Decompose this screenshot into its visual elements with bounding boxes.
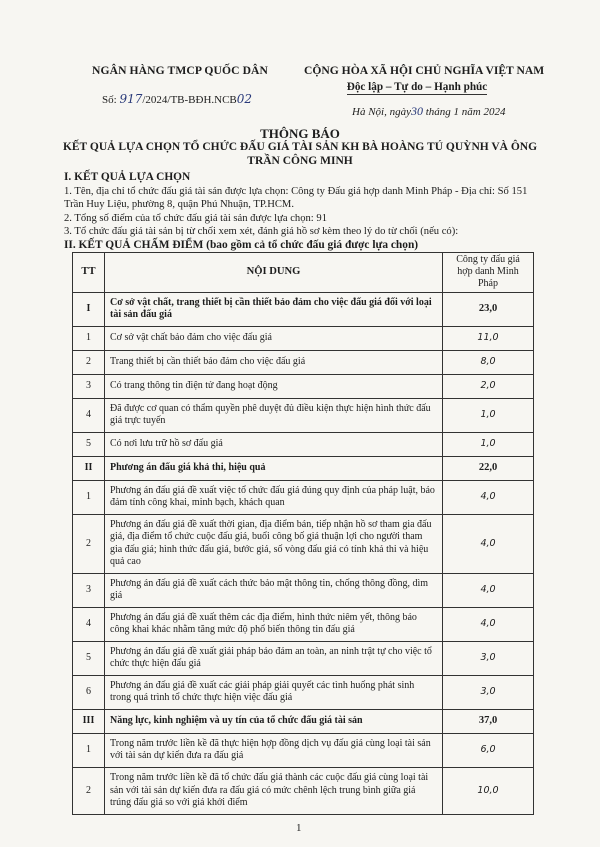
row-score: 3,0 — [443, 641, 534, 675]
row-score: 4,0 — [443, 514, 534, 573]
header-tt: TT — [73, 253, 105, 293]
row-number: 5 — [73, 641, 105, 675]
document-number — [102, 92, 252, 106]
row-content: Trong năm trước liền kề đã tổ chức đấu giá thành các cuộc đấu giá cùng loại tài sản với tài sản dự kiến đưa ra đấu giá có mức chênh lệch trung bình giữa giá trúng đấu giá so với giá khởi điểm — [105, 767, 443, 814]
table-row — [73, 514, 534, 573]
row-number: II — [73, 456, 105, 480]
row-number: 5 — [73, 432, 105, 456]
row-number: 4 — [73, 607, 105, 641]
row-content: Trong năm trước liền kề đã thực hiện hợp đồng dịch vụ đấu giá cùng loại tài sản với tài sản dự kiến đưa ra đấu giá — [105, 733, 443, 767]
row-score: 1,0 — [443, 432, 534, 456]
row-score: 4,0 — [443, 480, 534, 514]
date-suffix: tháng 1 năm 2024 — [422, 106, 506, 118]
table-header-row — [73, 253, 534, 293]
table-row — [73, 641, 534, 675]
row-number: 1 — [73, 326, 105, 350]
row-content: Cơ sở vật chất bảo đảm cho việc đấu giá — [105, 326, 443, 350]
section-1-line-3: 3. Tổ chức đấu giá tài sản bị từ chối xem xét, đánh giá hồ sơ kèm theo lý do từ chối (nếu có): — [64, 226, 459, 237]
row-score: 10,0 — [443, 767, 534, 814]
row-content: Trang thiết bị cần thiết bảo đảm cho việc đấu giá — [105, 350, 443, 374]
row-content: Có trang thông tin điện tử đang hoạt động — [105, 374, 443, 398]
section-1-line-2: 2. Tổng số điểm của tổ chức đấu giá tài sản được lựa chọn: 91 — [64, 212, 327, 224]
section-1-heading: I. KẾT QUẢ LỰA CHỌN — [64, 171, 191, 183]
table-row — [73, 607, 534, 641]
table-row — [73, 675, 534, 709]
row-score: 22,0 — [443, 456, 534, 480]
row-number: 3 — [73, 573, 105, 607]
row-content: Năng lực, kinh nghiệm và uy tín của tổ chức đấu giá tài sản — [105, 709, 443, 733]
row-score: 37,0 — [443, 709, 534, 733]
table-row — [73, 733, 534, 767]
table-row — [73, 326, 534, 350]
section-1 — [64, 171, 544, 252]
row-number: 2 — [73, 350, 105, 374]
row-number: 1 — [73, 480, 105, 514]
row-number: III — [73, 709, 105, 733]
row-score: 4,0 — [443, 573, 534, 607]
table-row — [73, 767, 534, 814]
table-row — [73, 432, 534, 456]
row-content: Đã được cơ quan có thẩm quyền phê duyệt đủ điều kiện thực hiện hình thức đấu giá trực tuyến — [105, 398, 443, 432]
header-score: Công ty đấu giá hợp danh Minh Pháp — [443, 253, 534, 293]
row-content: Phương án đấu giá đề xuất thời gian, địa điểm bán, tiếp nhận hồ sơ tham gia đấu giá, địa điểm tổ chức cuộc đấu giá, buổi công bố giá thuận lợi cho người tham gia đấu giá; hình thức đấu giá, bước giá, số vòng đấu giá có tính khả thi và hiệu quả cao — [105, 514, 443, 573]
row-content: Phương án đấu giá đề xuất việc tổ chức đấu giá đúng quy định của pháp luật, bảo đảm tính công khai, minh bạch, khách quan — [105, 480, 443, 514]
issuing-organization: NGÂN HÀNG TMCP QUỐC DÂN — [92, 64, 268, 77]
table-row — [73, 480, 534, 514]
table-row — [73, 350, 534, 374]
section-1-line-1: 1. Tên, địa chỉ tổ chức đấu giá tài sản được lựa chọn: Công ty Đấu giá hợp danh Minh Pháp - Địa chỉ: Số 151 Trần Huy Liệu, phường 8, quận Phú Nhuận, TP.HCM. — [64, 185, 528, 210]
date-line — [352, 104, 505, 119]
table-row — [73, 573, 534, 607]
docnum-code: /2024/TB-BĐH.NCB — [142, 94, 237, 106]
row-score: 23,0 — [443, 292, 534, 326]
row-number: 3 — [73, 374, 105, 398]
date-day-handwritten: 30 — [410, 104, 423, 118]
table-group-row — [73, 709, 534, 733]
docnum-handwritten: 917 — [119, 92, 143, 106]
docnum-handwritten-suffix: 02 — [236, 92, 253, 106]
row-number: 4 — [73, 398, 105, 432]
row-content: Phương án đấu giá đề xuất cách thức bảo mật thông tin, chống thông đồng, dìm giá — [105, 573, 443, 607]
section-2-heading: II. KẾT QUẢ CHẤM ĐIỂM (bao gồm cả tổ chức đấu giá được lựa chọn) — [64, 238, 419, 251]
national-title: CỘNG HÒA XÃ HỘI CHỦ NGHĨA VIỆT NAM — [304, 64, 545, 77]
row-number: 2 — [73, 514, 105, 573]
row-content: Cơ sở vật chất, trang thiết bị cần thiết bảo đảm cho việc đấu giá đối với loại tài sản đấu giá — [105, 292, 443, 326]
row-score: 11,0 — [443, 326, 534, 350]
national-motto: Độc lập – Tự do – Hạnh phúc — [346, 81, 488, 93]
row-score: 4,0 — [443, 607, 534, 641]
table-group-row — [73, 456, 534, 480]
national-header — [304, 64, 545, 95]
row-score: 1,0 — [443, 398, 534, 432]
table-row — [73, 398, 534, 432]
page-number: 1 — [296, 822, 302, 834]
header-content: NỘI DUNG — [105, 253, 443, 293]
table-group-row — [73, 292, 534, 326]
row-score: 8,0 — [443, 350, 534, 374]
row-score: 2,0 — [443, 374, 534, 398]
row-score: 6,0 — [443, 733, 534, 767]
row-number: 2 — [73, 767, 105, 814]
row-content: Phương án đấu giá đề xuất giải pháp bảo đảm an toàn, an ninh trật tự cho việc tổ chức thực hiện đấu giá — [105, 641, 443, 675]
score-table — [72, 252, 534, 815]
notice-subtitle: KẾT QUẢ LỰA CHỌN TỔ CHỨC ĐẤU GIÁ TÀI SẢN KH BÀ HOÀNG TÚ QUỲNH VÀ ÔNG TRẦN CÔNG MINH — [62, 141, 538, 167]
row-number: 6 — [73, 675, 105, 709]
row-number: I — [73, 292, 105, 326]
row-score: 3,0 — [443, 675, 534, 709]
row-content: Có nơi lưu trữ hồ sơ đấu giá — [105, 432, 443, 456]
row-content: Phương án đấu giá đề xuất các giải pháp giải quyết các tình huống phát sinh trong quá trình tổ chức thực hiện việc đấu giá — [105, 675, 443, 709]
date-prefix: Hà Nội, ngày — [352, 106, 411, 118]
notice-title: THÔNG BÁO — [260, 126, 340, 141]
row-content: Phương án đấu giá đề xuất thêm các địa điểm, hình thức niêm yết, thông báo công khai khác nhằm tăng mức độ phổ biến thông tin đấu giá — [105, 607, 443, 641]
score-table-body — [73, 292, 534, 814]
docnum-prefix: Số: — [102, 94, 120, 106]
row-number: 1 — [73, 733, 105, 767]
table-row — [73, 374, 534, 398]
row-content: Phương án đấu giá khả thi, hiệu quả — [105, 456, 443, 480]
